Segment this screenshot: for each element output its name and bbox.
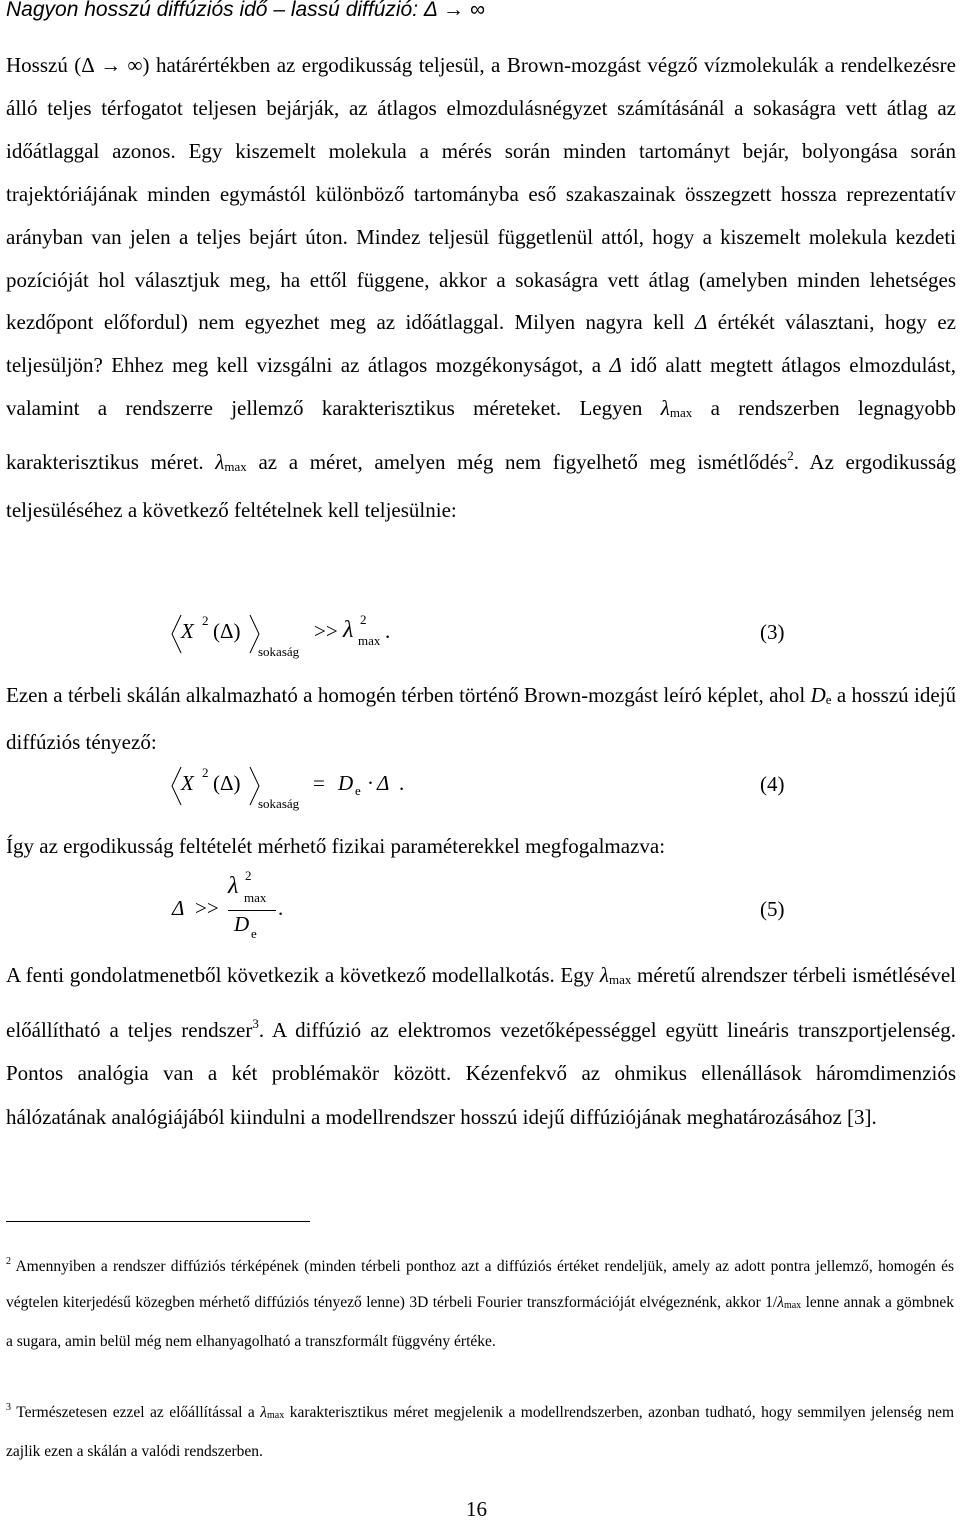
- paragraph-model: [6, 954, 956, 1139]
- equation-number-5: (5): [760, 897, 785, 921]
- text-run: A fenti gondolatmenetből következik a következő modellalkotás. Egy: [6, 963, 600, 987]
- eq-period: .: [399, 771, 405, 795]
- equation-4: [0, 764, 960, 812]
- eq-subscript-ensemble: sokaság: [258, 796, 300, 811]
- text-run: méretű alrendszer térbeli ismétlésével előállítható a teljes rendszer: [6, 963, 956, 1042]
- eq-variable-x: X: [181, 619, 194, 643]
- text-run: idő alatt megtett átlagos elmozdulást, valamint a rendszerre jellemző karakterisztikus méreteket. Legyen: [6, 353, 956, 421]
- eq-subscript-max: max: [358, 633, 381, 648]
- eq-d: D: [338, 771, 354, 795]
- eq-dot: ·: [367, 771, 374, 795]
- subscript-max: max: [783, 1300, 802, 1311]
- equation-number-3: (3): [760, 620, 785, 644]
- text-run: lenne annak a gömbnek a sugara, amin belül még nem elhanyagolható a transzformált függvény értéke.: [6, 1294, 954, 1350]
- subscript-max: max: [669, 405, 693, 421]
- footnote-2: [6, 1244, 954, 1360]
- eq-exponent: 2: [202, 613, 209, 628]
- text-run: karakterisztikus méret megjelenik a modellrendszerben, azonban tudható, hogy semmilyen jelenség nem zajlik ezen a skálán a valódi rendszerben.: [6, 1404, 955, 1460]
- eq-subscript-e: e: [251, 926, 257, 941]
- paragraph-brownian: [6, 674, 956, 764]
- lambda-symbol: λ: [660, 396, 670, 421]
- footnote-ref[interactable]: 3: [252, 1015, 259, 1031]
- text-run: . Az ergodikusság teljesüléséhez a következő feltételnek kell teljesülnie:: [6, 450, 956, 523]
- footnote-number: 3: [6, 1402, 11, 1413]
- text-run: Ezen a térbeli skálán alkalmazható a homogén térben történő Brown-mozgást leíró képlet, ahol: [6, 683, 811, 707]
- eq-period: .: [385, 619, 391, 643]
- eq-exponent: 2: [360, 612, 367, 627]
- delta-symbol: Δ: [695, 310, 708, 335]
- eq-period: .: [278, 896, 284, 920]
- equation-3: [0, 612, 960, 660]
- eq-delta: Δ: [377, 771, 390, 795]
- text-run: . A diffúzió az elektromos vezetőképességgel együtt lineáris transzportjelenség. Pontos analógia van a két problémakör között. Kézenfekvő az ohmikus ellenállások háromdimenziós hálózatának analógiájából kiindulni a modellrendszer hosszú idejű diffúziójának meghatározásához [3].: [6, 1017, 956, 1129]
- text-run: a hosszú idejű diffúziós tényező:: [6, 683, 956, 754]
- subscript-max: max: [224, 459, 247, 475]
- eq-lambda: λ: [228, 873, 239, 899]
- eq-operator: =: [313, 771, 325, 795]
- eq-subscript-ensemble: sokaság: [258, 644, 300, 659]
- eq-variable-x: X: [181, 771, 194, 795]
- footnote-number: 2: [6, 1256, 11, 1267]
- lambda-symbol: λ: [777, 1294, 784, 1311]
- eq-delta: Δ: [172, 896, 185, 920]
- text-run: az a méret, amelyen még nem figyelhető meg ismétlődés: [246, 450, 788, 475]
- subscript-max: max: [609, 972, 632, 987]
- footnote-ref[interactable]: 2: [787, 448, 794, 464]
- d-symbol: D: [810, 683, 826, 707]
- eq-subscript-e: e: [355, 783, 361, 798]
- equation-number-4: (4): [760, 772, 785, 796]
- lambda-symbol: λ: [599, 963, 610, 987]
- footnote-separator: [6, 1221, 310, 1222]
- paragraph-ergodicity: [6, 44, 956, 532]
- delta-symbol: Δ: [609, 353, 622, 378]
- eq-exponent: 2: [202, 765, 209, 780]
- eq-operator: >>: [195, 896, 219, 920]
- eq-lambda: λ: [343, 617, 354, 643]
- lambda-symbol: λ: [215, 450, 225, 475]
- lambda-symbol: λ: [260, 1404, 267, 1421]
- eq-argument: (Δ): [213, 619, 241, 643]
- text-run: értékét választani, hogy ez teljesüljön? Ehhez meg kell vizsgálni az átlagos mozgékonyságot, a: [6, 310, 956, 378]
- eq-argument: (Δ): [213, 771, 241, 795]
- subscript-max: max: [267, 1410, 285, 1421]
- eq-subscript-max: max: [244, 890, 267, 905]
- paragraph-condition: Így az ergodikusság feltételét mérhető fizikai paraméterekkel megfogalmazva:: [6, 834, 666, 858]
- page-number: 16: [466, 1497, 487, 1521]
- text-run: Amennyiben a rendszer diffúziós térképének (minden térbeli ponthoz azt a diffúziós értéket rendeljük, amely az adott pontra jellemző, homogén és végtelen kiterjedésű közegben mérhető diffúziós tényező lenne) 3D térbeli Fourier transzformációját elvégeznénk, akkor 1/: [6, 1258, 954, 1311]
- text-run: Hosszú (Δ → ∞) határértékben az ergodikusság teljesül, a Brown-mozgást végző vízmolekulák a rendelkezésre álló teljes térfogatot teljesen bejárják, az átlagos elmozdulásnégyzet számításánál a sokaságra vett átlag az időátlaggal azonos. Egy kiszemelt molekula a mérés során minden tartományt bejár, bolyongása során trajektóriájának minden egymástól különböző tartományba eső szakaszainak összegzett hossza reprezentatív arányban van jelen a teljes bejárt úton. Mindez teljesül függetlenül attól, hogy a kiszemelt molekula kezdeti pozícióját hol választjuk meg, ha ettől függene, akkor a sokaságra vett átlag (amelyben minden lehetséges kezdőpont előfordul) nem egyezhet meg az időátlaggal. Milyen nagyra kell: [6, 53, 956, 335]
- eq-exponent: 2: [245, 868, 252, 883]
- equation-5: [0, 868, 960, 948]
- subscript-e: e: [825, 692, 832, 707]
- text-run: a rendszerben legnagyobb karakterisztikus méret.: [6, 396, 956, 475]
- eq-d: D: [234, 912, 250, 936]
- fraction-bar: [228, 910, 276, 911]
- text-run: Természetesen ezzel az előállítással a: [11, 1404, 261, 1421]
- footnote-3: [6, 1390, 954, 1470]
- eq-operator: >>: [314, 619, 338, 643]
- section-heading: Nagyon hosszú diffúziós idő – lassú diffúzió: Δ → ∞: [6, 0, 485, 21]
